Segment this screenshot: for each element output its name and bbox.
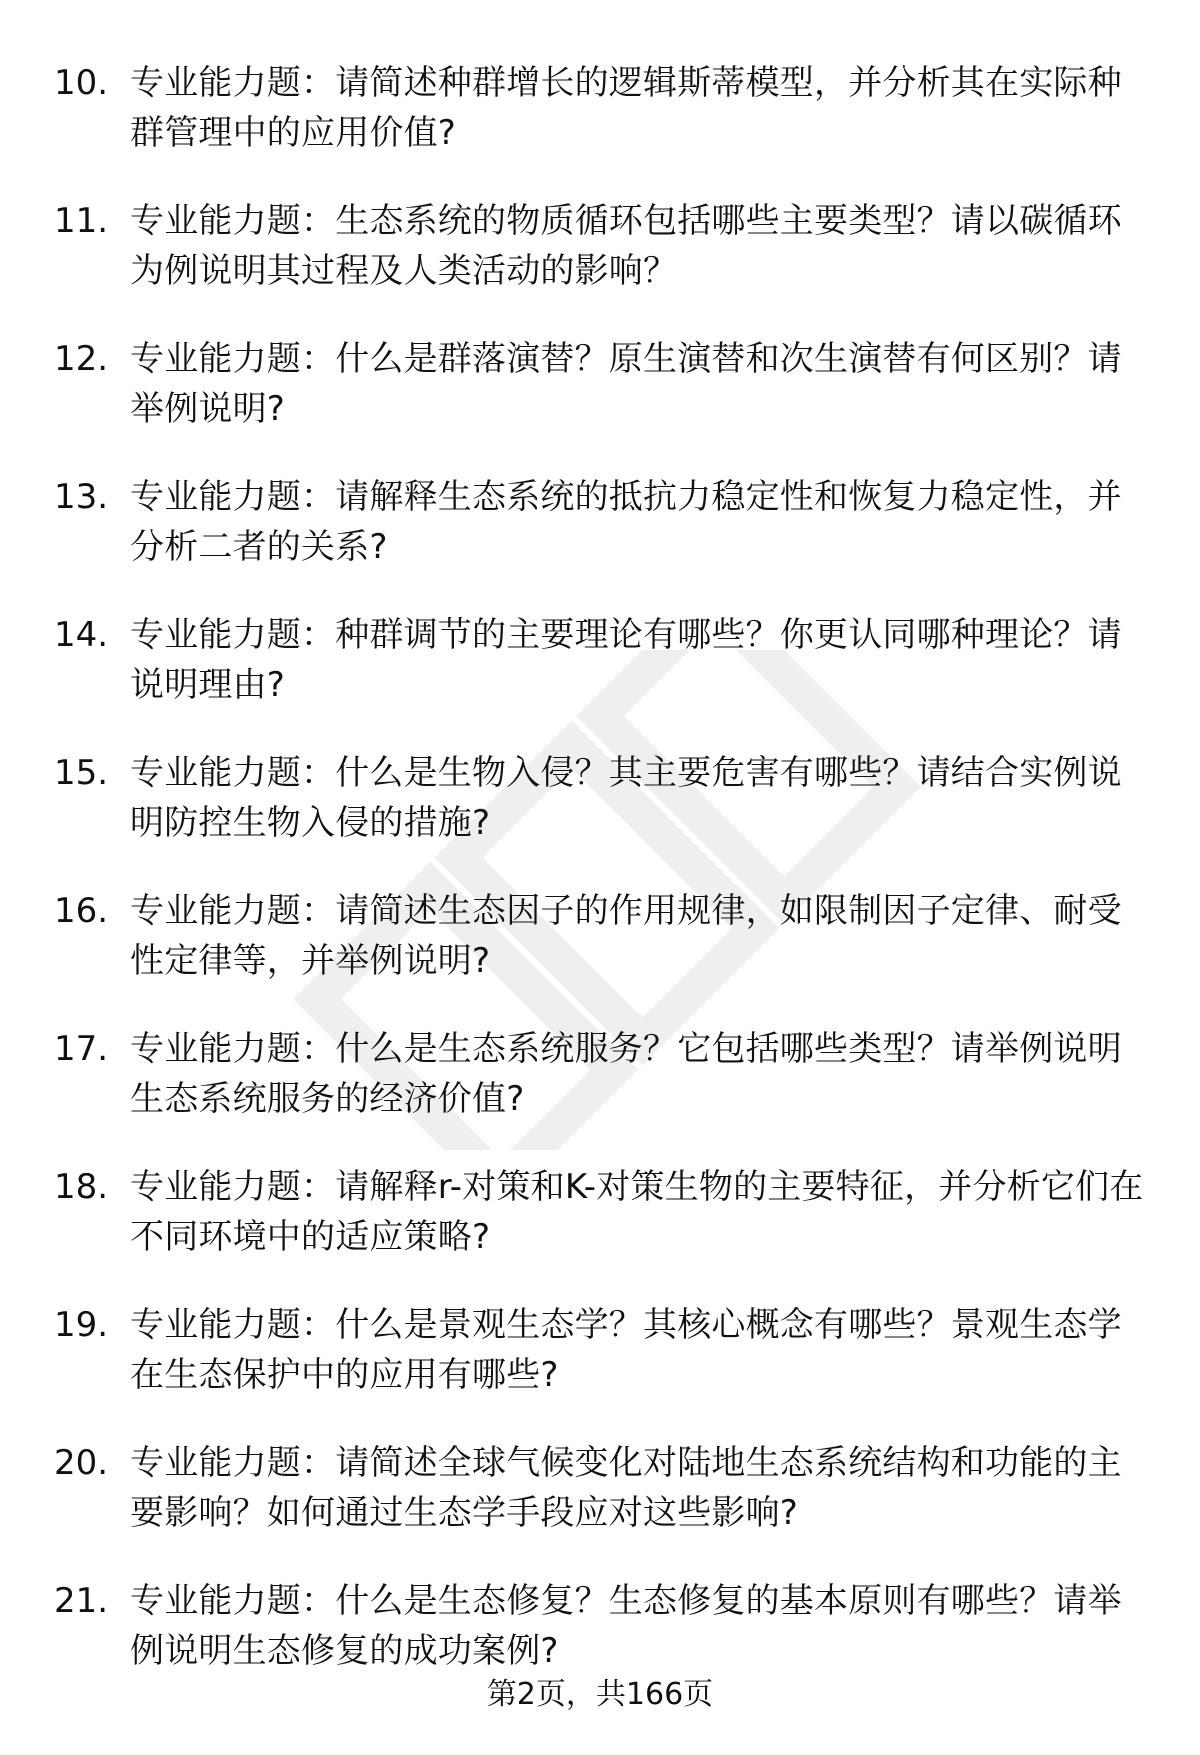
question-number: 21. xyxy=(54,1581,109,1621)
question-text: 专业能力题：请解释r-对策和K-对策生物的主要特征，并分析它们在不同环境中的适应策略? xyxy=(130,1167,1144,1257)
question-text: 专业能力题：什么是景观生态学？其核心概念有哪些？景观生态学在生态保护中的应用有哪些? xyxy=(130,1305,1122,1395)
question-item-10 xyxy=(54,58,1144,158)
question-number: 13. xyxy=(54,477,109,517)
question-text: 专业能力题：生态系统的物质循环包括哪些主要类型？请以碳循环为例说明其过程及人类活动的影响？ xyxy=(130,201,1122,291)
question-item-17 xyxy=(54,1024,1144,1124)
question-item-19 xyxy=(54,1300,1144,1400)
question-text: 专业能力题：种群调节的主要理论有哪些？你更认同哪种理论？请说明理由? xyxy=(130,615,1122,705)
question-text: 专业能力题：请解释生态系统的抵抗力稳定性和恢复力稳定性，并分析二者的关系? xyxy=(130,477,1122,567)
question-number: 11. xyxy=(54,201,109,241)
page-footer: 第2页，共166页 xyxy=(486,1677,714,1712)
question-number: 19. xyxy=(54,1305,109,1345)
question-item-18 xyxy=(54,1162,1144,1262)
question-text: 专业能力题：请简述全球气候变化对陆地生态系统结构和功能的主要影响？如何通过生态学手段应对这些影响? xyxy=(130,1443,1122,1533)
question-text: 专业能力题：请简述种群增长的逻辑斯蒂模型，并分析其在实际种群管理中的应用价值? xyxy=(130,63,1122,153)
question-item-21 xyxy=(54,1576,1144,1676)
question-text: 专业能力题：什么是群落演替？原生演替和次生演替有何区别？请举例说明? xyxy=(130,339,1122,429)
question-number: 20. xyxy=(54,1443,109,1483)
question-number: 17. xyxy=(54,1029,109,1069)
question-item-20 xyxy=(54,1438,1144,1538)
question-number: 10. xyxy=(54,63,109,103)
question-number: 18. xyxy=(54,1167,109,1207)
question-number: 15. xyxy=(54,753,109,793)
question-item-16 xyxy=(54,886,1144,986)
question-text: 专业能力题：什么是生态系统服务？它包括哪些类型？请举例说明生态系统服务的经济价值? xyxy=(130,1029,1122,1119)
question-number: 14. xyxy=(54,615,109,655)
question-text: 专业能力题：请简述生态因子的作用规律，如限制因子定律、耐受性定律等，并举例说明? xyxy=(130,891,1122,981)
question-number: 12. xyxy=(54,339,109,379)
question-list xyxy=(54,58,1144,1714)
question-item-15 xyxy=(54,748,1144,848)
question-text: 专业能力题：什么是生态修复？生态修复的基本原则有哪些？请举例说明生态修复的成功案例? xyxy=(130,1581,1122,1671)
question-item-14 xyxy=(54,610,1144,710)
question-item-13 xyxy=(54,472,1144,572)
question-number: 16. xyxy=(54,891,109,931)
question-item-12 xyxy=(54,334,1144,434)
question-item-11 xyxy=(54,196,1144,296)
question-text: 专业能力题：什么是生物入侵？其主要危害有哪些？请结合实例说明防控生物入侵的措施? xyxy=(130,753,1122,843)
